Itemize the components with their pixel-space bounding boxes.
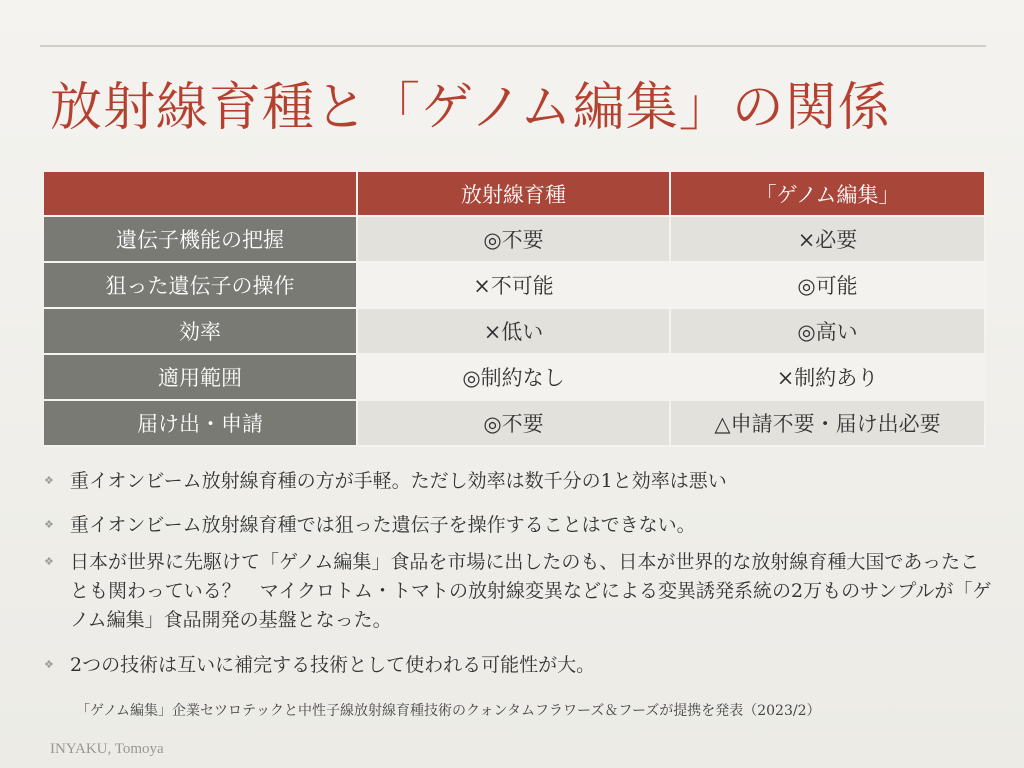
cell-genome: ◎可能: [670, 262, 985, 308]
header-corner: [44, 172, 357, 216]
row-label: 適用範囲: [44, 354, 357, 400]
cell-radiation: ×不可能: [357, 262, 670, 308]
row-label: 遺伝子機能の把握: [44, 216, 357, 262]
list-item: [44, 467, 994, 495]
bullet-marker-icon: ❖: [44, 518, 54, 531]
row-label: 届け出・申請: [44, 400, 357, 446]
cell-radiation: ◎不要: [357, 216, 670, 262]
cell-genome: ◎高い: [670, 308, 985, 354]
comparison-table: [44, 172, 986, 447]
cell-radiation: ◎制約なし: [357, 354, 670, 400]
list-item: [44, 548, 994, 635]
bullet-text: 重イオンビーム放射線育種では狙った遺伝子を操作することはできない。: [70, 514, 696, 536]
bullet-list: [44, 467, 994, 679]
table-row: [44, 216, 985, 262]
header-radiation-breeding: 放射線育種: [357, 172, 670, 216]
bullet-marker-icon: ❖: [44, 555, 54, 568]
table-row: [44, 308, 985, 354]
bullet-text: 重イオンビーム放射線育種の方が手軽。ただし効率は数千分の1と効率は悪い: [70, 470, 727, 492]
row-label: 狙った遺伝子の操作: [44, 262, 357, 308]
slide-title: 放射線育種と「ゲノム編集」の関係: [50, 78, 891, 138]
author-footer: INYAKU, Tomoya: [50, 741, 164, 757]
bullet-marker-icon: ❖: [44, 474, 54, 487]
row-label: 効率: [44, 308, 357, 354]
source-note: 「ゲノム編集」企業セツロテックと中性子線放射線育種技術のクォンタムフラワーズ＆フーズが提携を発表（2023/2）: [76, 703, 821, 719]
bullet-text: 日本が世界に先駆けて「ゲノム編集」食品を市場に出したのも、日本が世界的な放射線育種大国であったことも関わっている？ マイクロトム・トマトの放射線変異などによる変異誘発系統の2万ものサンプルが「ゲノム編集」食品開発の基盤となった。: [70, 551, 992, 631]
cell-genome: ×必要: [670, 216, 985, 262]
top-divider: [40, 45, 986, 47]
list-item: [44, 511, 994, 539]
cell-genome: ×制約あり: [670, 354, 985, 400]
table-row: [44, 400, 985, 446]
cell-radiation: ◎不要: [357, 400, 670, 446]
cell-genome: △申請不要・届け出必要: [670, 400, 985, 446]
bullet-marker-icon: ❖: [44, 658, 54, 671]
list-item: [44, 651, 994, 679]
table-row: [44, 262, 985, 308]
table-row: [44, 354, 985, 400]
table-header-row: [44, 172, 985, 216]
cell-radiation: ×低い: [357, 308, 670, 354]
header-genome-editing: 「ゲノム編集」: [670, 172, 985, 216]
bullet-text: 2つの技術は互いに補完する技術として使われる可能性が大。: [70, 654, 596, 676]
